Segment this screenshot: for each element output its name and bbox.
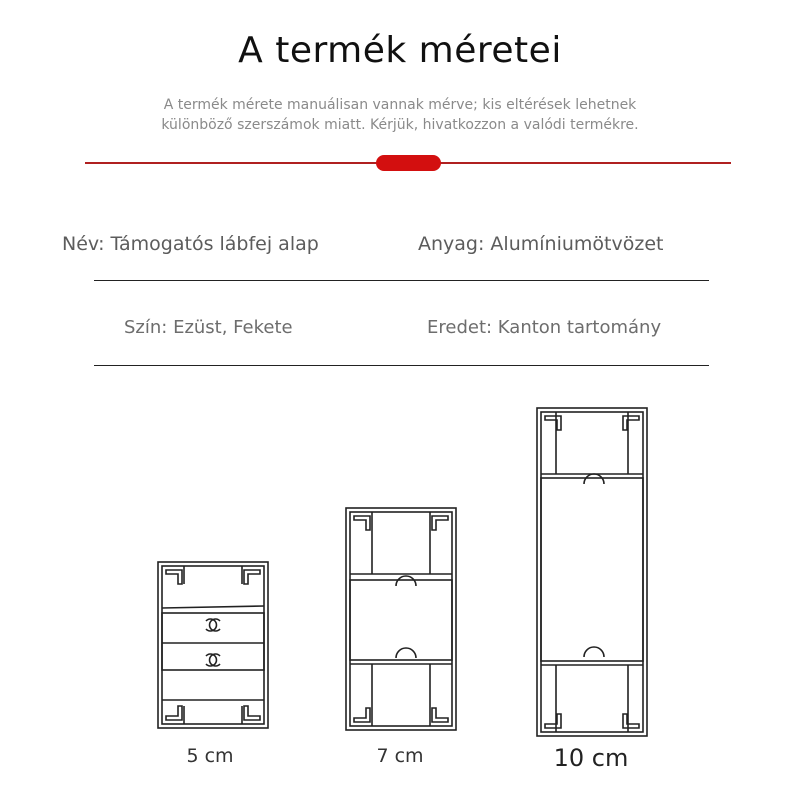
profile-label-7cm: 7 cm: [376, 745, 424, 767]
spec-color: Szín: Ezüst, Fekete: [124, 317, 293, 338]
spec-name: Név: Támogatós lábfej alap: [62, 233, 319, 255]
note-line-1: A termék mérete manuálisan vannak mérve; kis eltérések lehetnek: [163, 97, 637, 113]
page-title: A termék méretei: [238, 30, 562, 71]
profile-5cm-drawing: [158, 562, 268, 728]
profile-7cm-drawing: [346, 508, 456, 730]
spec-material: Anyag: Alumíniumötvözet: [418, 233, 664, 255]
note-line-2: különböző szerszámok miatt. Kérjük, hivatkozzon a valódi termékre.: [161, 117, 639, 133]
profile-label-5cm: 5 cm: [186, 745, 234, 767]
profile-label-10cm: 10 cm: [553, 744, 629, 772]
spec-origin: Eredet: Kanton tartomány: [427, 317, 662, 338]
profile-10cm-drawing: [537, 408, 647, 736]
